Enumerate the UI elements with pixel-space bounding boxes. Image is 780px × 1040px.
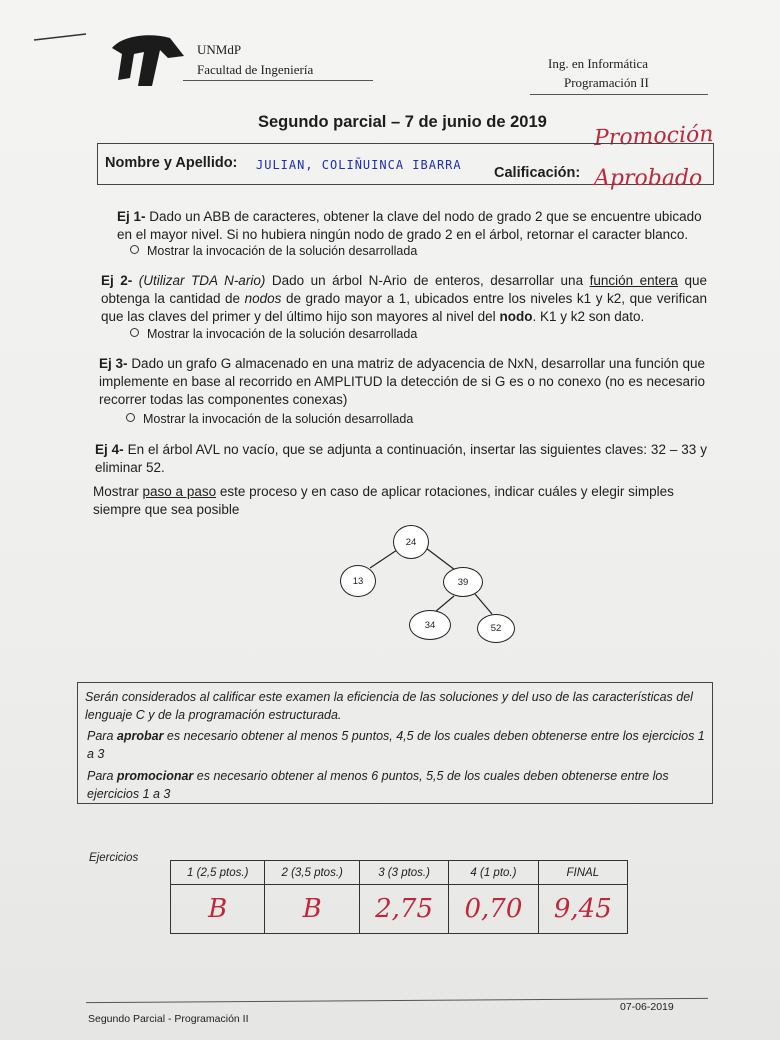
exam-title: Segundo parcial – 7 de junio de 2019: [258, 113, 547, 131]
tree-node-right: 39: [443, 567, 483, 597]
exercise-1-subitem: Mostrar la invocación de la solución desarrollada: [130, 243, 417, 259]
exercise-1: [117, 208, 709, 244]
bullet-circle-icon: [126, 413, 135, 422]
grade-cell-ej3: 2,75: [359, 885, 448, 934]
tree-node-root: 24: [393, 525, 429, 559]
grade-cell-ej1: B: [171, 885, 265, 934]
grades-label: Ejercicios: [89, 852, 139, 864]
grade-value: Aprobado: [594, 166, 703, 191]
exercise-2-number: Ej 2-: [101, 273, 133, 288]
footer-left: Segundo Parcial - Programación II: [88, 1013, 249, 1025]
grade-cell-ej2: B: [265, 885, 359, 934]
tree-node-right-left: 34: [409, 610, 451, 640]
grade-label: Calificación:: [494, 165, 581, 181]
criteria-promocionar: Para promocionar es necesario obtener al menos 6 puntos, 5,5 de los cuales deben obtenerse entre los ejercicios 1 a 3: [87, 769, 669, 801]
exercise-3: Ej 3- Dado un grafo G almacenado en una matriz de adyacencia de NxN, desarrollar una función que implemente en base al recorrido en AMPLITUD la detección de si G es o no conexo (no es necesario recorrer todas las componentes conexas): [99, 356, 705, 407]
exercise-2-subitem: Mostrar la invocación de la solución desarrollada: [130, 326, 417, 342]
exercise-3-number: Ej 3-: [99, 356, 128, 371]
exercise-2: Ej 2- (Utilizar TDA N-ario) Dado un árbol N-Ario de enteros, desarrollar una función entera que obtenga la cantidad de nodos de grado mayor a 1, ubicados entre los niveles k1 y k2, que verifican que las claves del primer y del último hijo son mayores al nivel del nodo. K1 y k2 son dato.: [101, 273, 707, 324]
criteria-intro: Serán considerados al calificar este examen la eficiencia de las soluciones y del uso de las características del lenguaje C y de la programación estructurada.: [85, 690, 693, 722]
header-rule-right: [530, 94, 708, 95]
footer-rule: [86, 998, 708, 1003]
exercise-1-number: Ej 1-: [117, 209, 146, 224]
grades-header-cell: 1 (2,5 ptos.): [171, 861, 265, 885]
grades-header-cell: 2 (3,5 ptos.): [265, 861, 359, 885]
grades-header-cell: 3 (3 ptos.): [359, 861, 448, 885]
grades-header-cell: FINAL: [538, 861, 627, 885]
faculty-name: Facultad de Ingeniería: [197, 62, 314, 77]
tree-node-left: 13: [340, 565, 376, 597]
exercise-4-instructions: Mostrar paso a paso este proceso y en caso de aplicar rotaciones, indicar cuáles y elegir simples siempre que sea posible: [93, 484, 674, 517]
name-label: Nombre y Apellido:: [105, 155, 238, 171]
grades-header-row: [171, 861, 628, 885]
grade-cell-final: 9,45: [538, 885, 627, 934]
grades-table: [170, 860, 628, 934]
criteria-aprobar: Para aprobar es necesario obtener al menos 5 puntos, 4,5 de los cuales deben obtenerse entre los ejercicios 1 a 3: [87, 729, 705, 761]
grades-value-row: [171, 885, 628, 934]
header-rule-left: [183, 80, 373, 81]
bullet-circle-icon: [130, 245, 139, 254]
footer-date: 07-06-2019: [620, 1001, 674, 1013]
university-logo-icon: [108, 30, 188, 88]
grades-header-cell: 4 (1 pto.): [449, 861, 538, 885]
exercise-4: Ej 4- En el árbol AVL no vacío, que se adjunta a continuación, insertar las siguientes claves: 32 – 33 y eliminar 52.: [95, 442, 707, 475]
course-name: Programación II: [564, 75, 649, 90]
bullet-circle-icon: [130, 328, 139, 337]
grade-cell-ej4: 0,70: [449, 885, 538, 934]
promotion-annotation: Promoción: [593, 121, 714, 152]
university-name: UNMdP: [197, 42, 242, 57]
pen-mark: [30, 28, 90, 46]
career-name: Ing. en Informática: [548, 56, 648, 71]
exercise-4-number: Ej 4-: [95, 442, 124, 457]
exercise-1-text: Dado un ABB de caracteres, obtener la clave del nodo de grado 2 que se encuentre ubicado en el mayor nivel. Si no hubiera ningún nodo de grado 2 en el árbol, retornar el caracter blanco.: [117, 209, 702, 242]
student-name: JULIAN, COLIÑUINCA IBARRA: [256, 158, 462, 172]
exercise-3-subitem: Mostrar la invocación de la solución desarrollada: [126, 411, 413, 427]
tree-node-right-right: 52: [477, 614, 515, 643]
